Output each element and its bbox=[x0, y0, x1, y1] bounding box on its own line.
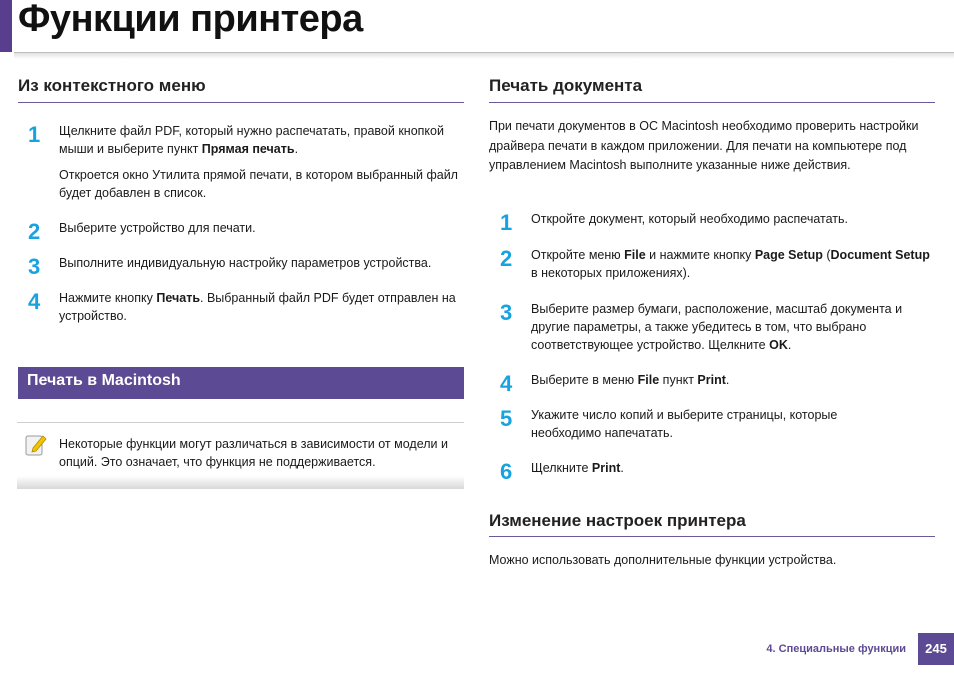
section-title-context-menu: Из контекстного меню bbox=[18, 76, 206, 95]
step-text: Нажмите кнопку Печать. Выбранный файл PDF будет отправлен на устройство. bbox=[59, 291, 456, 323]
step-number: 3 bbox=[28, 254, 41, 279]
step-text: Укажите число копий и выберите страницы, которые необходимо напечатать. bbox=[531, 408, 838, 440]
mac-section-title: Печать в Macintosh bbox=[27, 372, 181, 389]
step-number: 1 bbox=[500, 210, 513, 235]
note-box bbox=[17, 422, 464, 489]
step-number: 3 bbox=[500, 300, 513, 325]
note-pencil-icon bbox=[25, 433, 47, 457]
step-text: Откройте меню File и нажмите кнопку Page Setup (Document Setup в некоторых приложениях). bbox=[531, 248, 930, 280]
step-number: 4 bbox=[500, 371, 513, 396]
step-number: 2 bbox=[28, 219, 41, 244]
step-number: 4 bbox=[28, 289, 41, 314]
section-title-printer-settings: Изменение настроек принтера bbox=[489, 511, 746, 530]
note-text: Некоторые функции могут различаться в зависимости от модели и опций. Это означает, что функция не поддерживается. bbox=[59, 437, 448, 469]
step-text: Выполните индивидуальную настройку параметров устройства. bbox=[59, 256, 432, 270]
step-subtext: Откроется окно Утилита прямой печати, в котором выбранный файл будет добавлен в список. bbox=[59, 168, 458, 200]
step-text: Откройте документ, который необходимо распечатать. bbox=[531, 212, 848, 226]
section-divider bbox=[489, 536, 935, 537]
mac-section-header bbox=[18, 367, 464, 399]
page-number-box bbox=[918, 633, 954, 665]
step-number: 5 bbox=[500, 406, 513, 431]
step-text: Выберите устройство для печати. bbox=[59, 221, 256, 235]
step-number: 1 bbox=[28, 122, 41, 147]
title-divider bbox=[14, 52, 954, 59]
step-text: Выберите размер бумаги, расположение, масштаб документа и другие параметры, а также убедитесь в том, что выбрано соответствующее устройство. Щелкните OK. bbox=[531, 302, 903, 352]
step-text: Щелкните файл PDF, который нужно распечатать, правой кнопкой мыши и выберите пункт Прямая печать. bbox=[59, 124, 444, 156]
step-text: Выберите в меню File пункт Print. bbox=[531, 373, 730, 387]
step-text: Щелкните Print. bbox=[531, 461, 624, 475]
step-number: 6 bbox=[500, 459, 513, 484]
section-divider bbox=[18, 102, 464, 103]
step-number: 2 bbox=[500, 246, 513, 271]
intro-text: При печати документов в ОС Macintosh необходимо проверить настройки драйвера печати в каждом приложении. Для печати на компьютере под управлением Macintosh выполните указанные ниже действия. bbox=[489, 119, 919, 172]
title-accent-bar bbox=[0, 0, 12, 52]
section-divider bbox=[489, 102, 935, 103]
footer-chapter-label: 4. Специальные функции bbox=[766, 643, 906, 655]
section-text: Можно использовать дополнительные функции устройства. bbox=[489, 553, 837, 567]
section-title-print-document: Печать документа bbox=[489, 76, 643, 95]
page-number: 245 bbox=[925, 641, 947, 656]
page-title: Функции принтера bbox=[18, 0, 363, 40]
